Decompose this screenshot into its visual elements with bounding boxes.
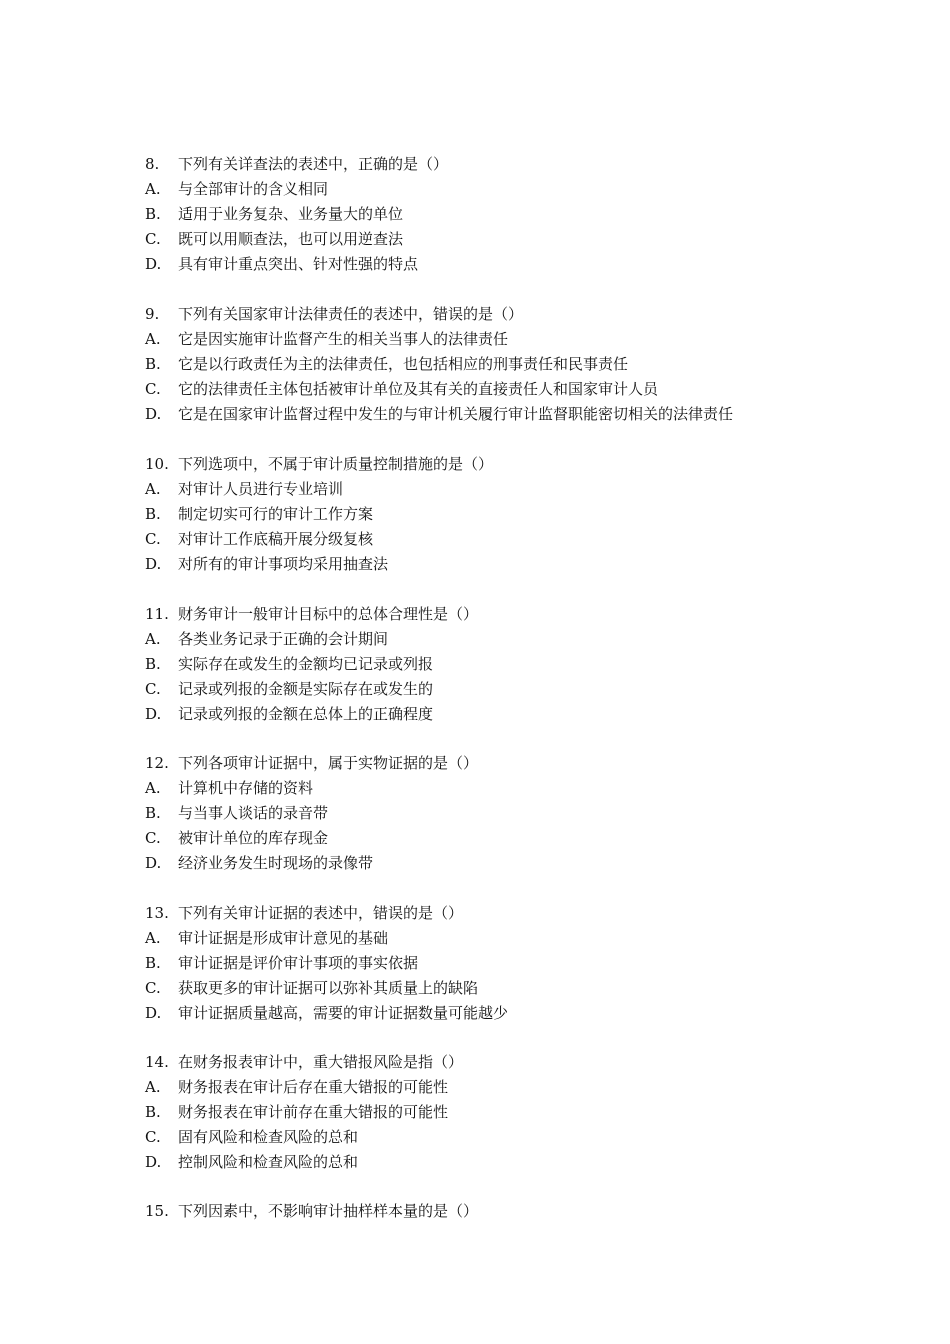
option-letter: A. [145,779,161,797]
option-b [145,202,865,227]
option-letter: C. [145,829,161,847]
option-text: 与当事人谈话的录音带 [178,804,329,822]
question-number: 10. [145,455,169,473]
option-letter: D. [145,1153,162,1171]
question-stem [145,302,865,327]
option-b [145,652,865,677]
option-letter: A. [145,330,161,348]
option-letter: D. [145,705,162,723]
option-d [145,252,865,277]
option-text: 对所有的审计事项均采用抽查法 [178,555,389,573]
option-letter: A. [145,929,161,947]
option-letter: A. [145,180,161,198]
option-a [145,1075,865,1100]
option-letter: C. [145,230,161,248]
question-number: 8. [145,155,160,173]
option-b [145,1100,865,1125]
question-stem [145,602,865,627]
question-stem [145,452,865,477]
question-text: 下列各项审计证据中，属于实物证据的是（） [178,754,479,772]
option-text: 被审计单位的库存现金 [178,829,329,847]
option-letter: B. [145,804,161,822]
option-letter: D. [145,405,162,423]
option-letter: D. [145,255,162,273]
question-number: 11. [145,605,169,623]
option-letter: B. [145,505,161,523]
option-text: 对审计工作底稿开展分级复核 [178,530,374,548]
option-letter: B. [145,655,161,673]
option-letter: A. [145,1078,161,1096]
option-text: 记录或列报的金额是实际存在或发生的 [178,680,434,698]
option-d [145,851,865,876]
question-stem [145,152,865,177]
option-text: 既可以用顺查法，也可以用逆查法 [178,230,404,248]
option-text: 审计证据是评价审计事项的事实依据 [178,954,419,972]
question-text: 财务审计一般审计目标中的总体合理性是（） [178,605,479,623]
question-number: 14. [145,1053,169,1071]
question-text: 在财务报表审计中，重大错报风险是指（） [178,1053,464,1071]
option-a [145,627,865,652]
option-letter: C. [145,530,161,548]
question-text: 下列有关审计证据的表述中，错误的是（） [178,904,464,922]
option-d [145,702,865,727]
question-10 [145,452,865,577]
question-14 [145,1050,865,1175]
option-text: 适用于业务复杂、业务量大的单位 [178,205,404,223]
option-text: 获取更多的审计证据可以弥补其质量上的缺陷 [178,979,479,997]
option-b [145,951,865,976]
option-text: 固有风险和检查风险的总和 [178,1128,359,1146]
option-b [145,801,865,826]
question-11 [145,602,865,727]
option-letter: D. [145,854,162,872]
option-text: 各类业务记录于正确的会计期间 [178,630,389,648]
question-number: 13. [145,904,169,922]
option-c [145,976,865,1001]
option-text: 它的法律责任主体包括被审计单位及其有关的直接责任人和国家审计人员 [178,380,659,398]
option-letter: B. [145,205,161,223]
option-text: 计算机中存储的资料 [178,779,314,797]
question-stem [145,901,865,926]
option-letter: C. [145,380,161,398]
option-a [145,776,865,801]
option-text: 它是以行政责任为主的法律责任，也包括相应的刑事责任和民事责任 [178,355,629,373]
option-text: 财务报表在审计后存在重大错报的可能性 [178,1078,449,1096]
question-stem [145,751,865,776]
option-b [145,502,865,527]
option-d [145,1001,865,1026]
option-c [145,677,865,702]
question-text: 下列选项中，不属于审计质量控制措施的是（） [178,455,494,473]
option-letter: A. [145,630,161,648]
option-text: 记录或列报的金额在总体上的正确程度 [178,705,434,723]
question-12 [145,751,865,876]
option-text: 实际存在或发生的金额均已记录或列报 [178,655,434,673]
option-text: 审计证据是形成审计意见的基础 [178,929,389,947]
option-d [145,1150,865,1175]
option-c [145,227,865,252]
question-stem [145,1199,865,1224]
option-letter: B. [145,954,161,972]
question-9 [145,302,865,427]
option-c [145,826,865,851]
option-text: 它是在国家审计监督过程中发生的与审计机关履行审计监督职能密切相关的法律责任 [178,405,734,423]
option-text: 与全部审计的含义相同 [178,180,329,198]
question-text: 下列有关国家审计法律责任的表述中，错误的是（） [178,305,524,323]
option-text: 财务报表在审计前存在重大错报的可能性 [178,1103,449,1121]
option-text: 对审计人员进行专业培训 [178,480,344,498]
option-b [145,352,865,377]
option-text: 审计证据质量越高，需要的审计证据数量可能越少 [178,1004,509,1022]
option-d [145,552,865,577]
option-text: 控制风险和检查风险的总和 [178,1153,359,1171]
option-letter: C. [145,680,161,698]
option-letter: B. [145,1103,161,1121]
question-stem [145,1050,865,1075]
question-number: 9. [145,305,160,323]
question-8 [145,152,865,277]
option-text: 经济业务发生时现场的录像带 [178,854,374,872]
option-a [145,926,865,951]
option-text: 制定切实可行的审计工作方案 [178,505,374,523]
question-15 [145,1199,865,1224]
question-text: 下列因素中，不影响审计抽样样本量的是（） [178,1202,479,1220]
option-letter: B. [145,355,161,373]
option-a [145,477,865,502]
option-letter: C. [145,979,161,997]
option-letter: C. [145,1128,161,1146]
option-letter: D. [145,555,162,573]
option-letter: A. [145,480,161,498]
question-13 [145,901,865,1026]
option-d [145,402,865,427]
question-number: 12. [145,754,169,772]
option-c [145,1125,865,1150]
question-number: 15. [145,1202,169,1220]
option-c [145,377,865,402]
option-c [145,527,865,552]
option-letter: D. [145,1004,162,1022]
question-text: 下列有关详查法的表述中，正确的是（） [178,155,449,173]
option-a [145,327,865,352]
option-text: 具有审计重点突出、针对性强的特点 [178,255,419,273]
option-a [145,177,865,202]
option-text: 它是因实施审计监督产生的相关当事人的法律责任 [178,330,509,348]
